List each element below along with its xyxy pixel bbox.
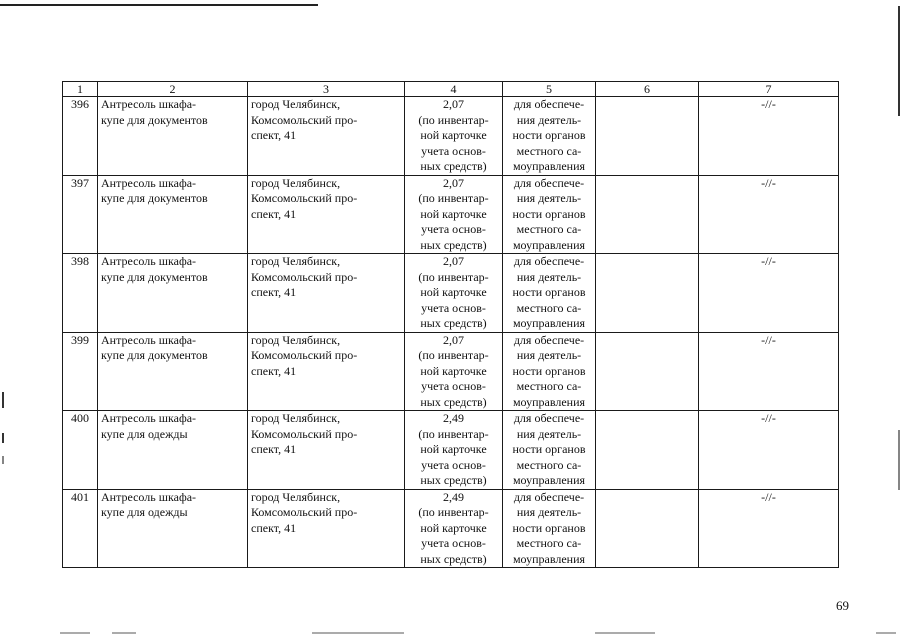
scan-noise bbox=[312, 632, 404, 634]
purpose-cell bbox=[503, 411, 596, 490]
value-cell bbox=[405, 411, 503, 490]
purpose-cell bbox=[503, 175, 596, 254]
scan-edge-mark bbox=[2, 433, 4, 443]
value: 2,07 (по инвентар- ной карточке учета основ- ных средств) bbox=[418, 254, 489, 330]
address: город Челябинск, Комсомольский про- спект, 41 bbox=[251, 411, 358, 456]
column-header: 3 bbox=[248, 82, 405, 97]
item-name: Антресоль шкафа- купе для одежды bbox=[101, 411, 197, 441]
purpose: для обеспече- ния деятель- ности органов местного са- моуправления bbox=[512, 332, 586, 409]
page-number: 69 bbox=[836, 598, 849, 613]
ditto-cell: -//- bbox=[699, 489, 839, 568]
table-row bbox=[63, 332, 839, 411]
row-number: 401 bbox=[63, 489, 98, 568]
value-cell bbox=[405, 254, 503, 333]
address: город Челябинск, Комсомольский про- спект, 41 bbox=[251, 254, 358, 299]
col6-cell bbox=[596, 175, 699, 254]
address-cell bbox=[248, 332, 405, 411]
address-cell bbox=[248, 97, 405, 176]
table-row bbox=[63, 175, 839, 254]
ditto-cell: -//- bbox=[699, 254, 839, 333]
table-row bbox=[63, 411, 839, 490]
item-name: Антресоль шкафа- купе для одежды bbox=[101, 489, 197, 519]
purpose: для обеспече- ния деятель- ности органов местного са- моуправления bbox=[512, 97, 586, 173]
scan-noise bbox=[595, 632, 655, 634]
ditto-cell: -//- bbox=[699, 175, 839, 254]
item-name-cell bbox=[98, 175, 248, 254]
item-name-cell bbox=[98, 97, 248, 176]
row-number: 396 bbox=[63, 97, 98, 176]
ditto-cell: -//- bbox=[699, 411, 839, 490]
purpose: для обеспече- ния деятель- ности органов местного са- моуправления bbox=[512, 411, 586, 487]
purpose: для обеспече- ния деятель- ности органов местного са- моуправления bbox=[512, 175, 586, 252]
purpose: для обеспече- ния деятель- ности органов местного са- моуправления bbox=[512, 254, 586, 330]
col6-cell bbox=[596, 489, 699, 568]
scan-edge-mark bbox=[2, 456, 4, 464]
address: город Челябинск, Комсомольский про- спект, 41 bbox=[251, 175, 358, 221]
scan-edge-mark bbox=[2, 392, 4, 408]
ditto-cell: -//- bbox=[699, 97, 839, 176]
column-header: 2 bbox=[98, 82, 248, 97]
item-name: Антресоль шкафа- купе для документов bbox=[101, 254, 208, 284]
value-cell bbox=[405, 97, 503, 176]
address: город Челябинск, Комсомольский про- спект, 41 bbox=[251, 97, 358, 142]
value: 2,07 (по инвентар- ной карточке учета основ- ных средств) bbox=[418, 175, 489, 252]
top-rule bbox=[0, 4, 318, 6]
column-header: 4 bbox=[405, 82, 503, 97]
ditto-cell: -//- bbox=[699, 332, 839, 411]
column-header: 5 bbox=[503, 82, 596, 97]
purpose-cell bbox=[503, 332, 596, 411]
value-cell bbox=[405, 332, 503, 411]
column-header: 1 bbox=[63, 82, 98, 97]
col6-cell bbox=[596, 411, 699, 490]
purpose: для обеспече- ния деятель- ности органов местного са- моуправления bbox=[512, 489, 586, 566]
table-row bbox=[63, 489, 839, 568]
col6-cell bbox=[596, 254, 699, 333]
value-cell bbox=[405, 489, 503, 568]
item-name-cell bbox=[98, 411, 248, 490]
item-name-cell bbox=[98, 332, 248, 411]
row-number: 399 bbox=[63, 332, 98, 411]
scan-noise bbox=[112, 632, 136, 634]
value: 2,49 (по инвентар- ной карточке учета основ- ных средств) bbox=[418, 489, 489, 566]
column-header: 6 bbox=[596, 82, 699, 97]
header-row bbox=[63, 82, 839, 97]
table-row bbox=[63, 254, 839, 333]
address-cell bbox=[248, 489, 405, 568]
item-name-cell bbox=[98, 489, 248, 568]
scan-noise bbox=[876, 632, 896, 634]
scan-edge-mark bbox=[898, 6, 900, 116]
column-header: 7 bbox=[699, 82, 839, 97]
scan-edge-mark bbox=[898, 430, 900, 490]
table-row bbox=[63, 97, 839, 176]
address-cell bbox=[248, 254, 405, 333]
scan-noise bbox=[60, 632, 90, 634]
inventory-table bbox=[62, 81, 839, 568]
value: 2,49 (по инвентар- ной карточке учета основ- ных средств) bbox=[418, 411, 489, 487]
item-name-cell bbox=[98, 254, 248, 333]
row-number: 397 bbox=[63, 175, 98, 254]
item-name: Антресоль шкафа- купе для документов bbox=[101, 332, 208, 362]
address: город Челябинск, Комсомольский про- спект, 41 bbox=[251, 332, 358, 378]
purpose-cell bbox=[503, 489, 596, 568]
address: город Челябинск, Комсомольский про- спект, 41 bbox=[251, 489, 358, 535]
purpose-cell bbox=[503, 254, 596, 333]
address-cell bbox=[248, 411, 405, 490]
value: 2,07 (по инвентар- ной карточке учета основ- ных средств) bbox=[418, 332, 489, 409]
item-name: Антресоль шкафа- купе для документов bbox=[101, 97, 208, 127]
purpose-cell bbox=[503, 97, 596, 176]
item-name: Антресоль шкафа- купе для документов bbox=[101, 175, 208, 205]
address-cell bbox=[248, 175, 405, 254]
col6-cell bbox=[596, 332, 699, 411]
value: 2,07 (по инвентар- ной карточке учета основ- ных средств) bbox=[418, 97, 489, 173]
row-number: 400 bbox=[63, 411, 98, 490]
row-number: 398 bbox=[63, 254, 98, 333]
col6-cell bbox=[596, 97, 699, 176]
value-cell bbox=[405, 175, 503, 254]
